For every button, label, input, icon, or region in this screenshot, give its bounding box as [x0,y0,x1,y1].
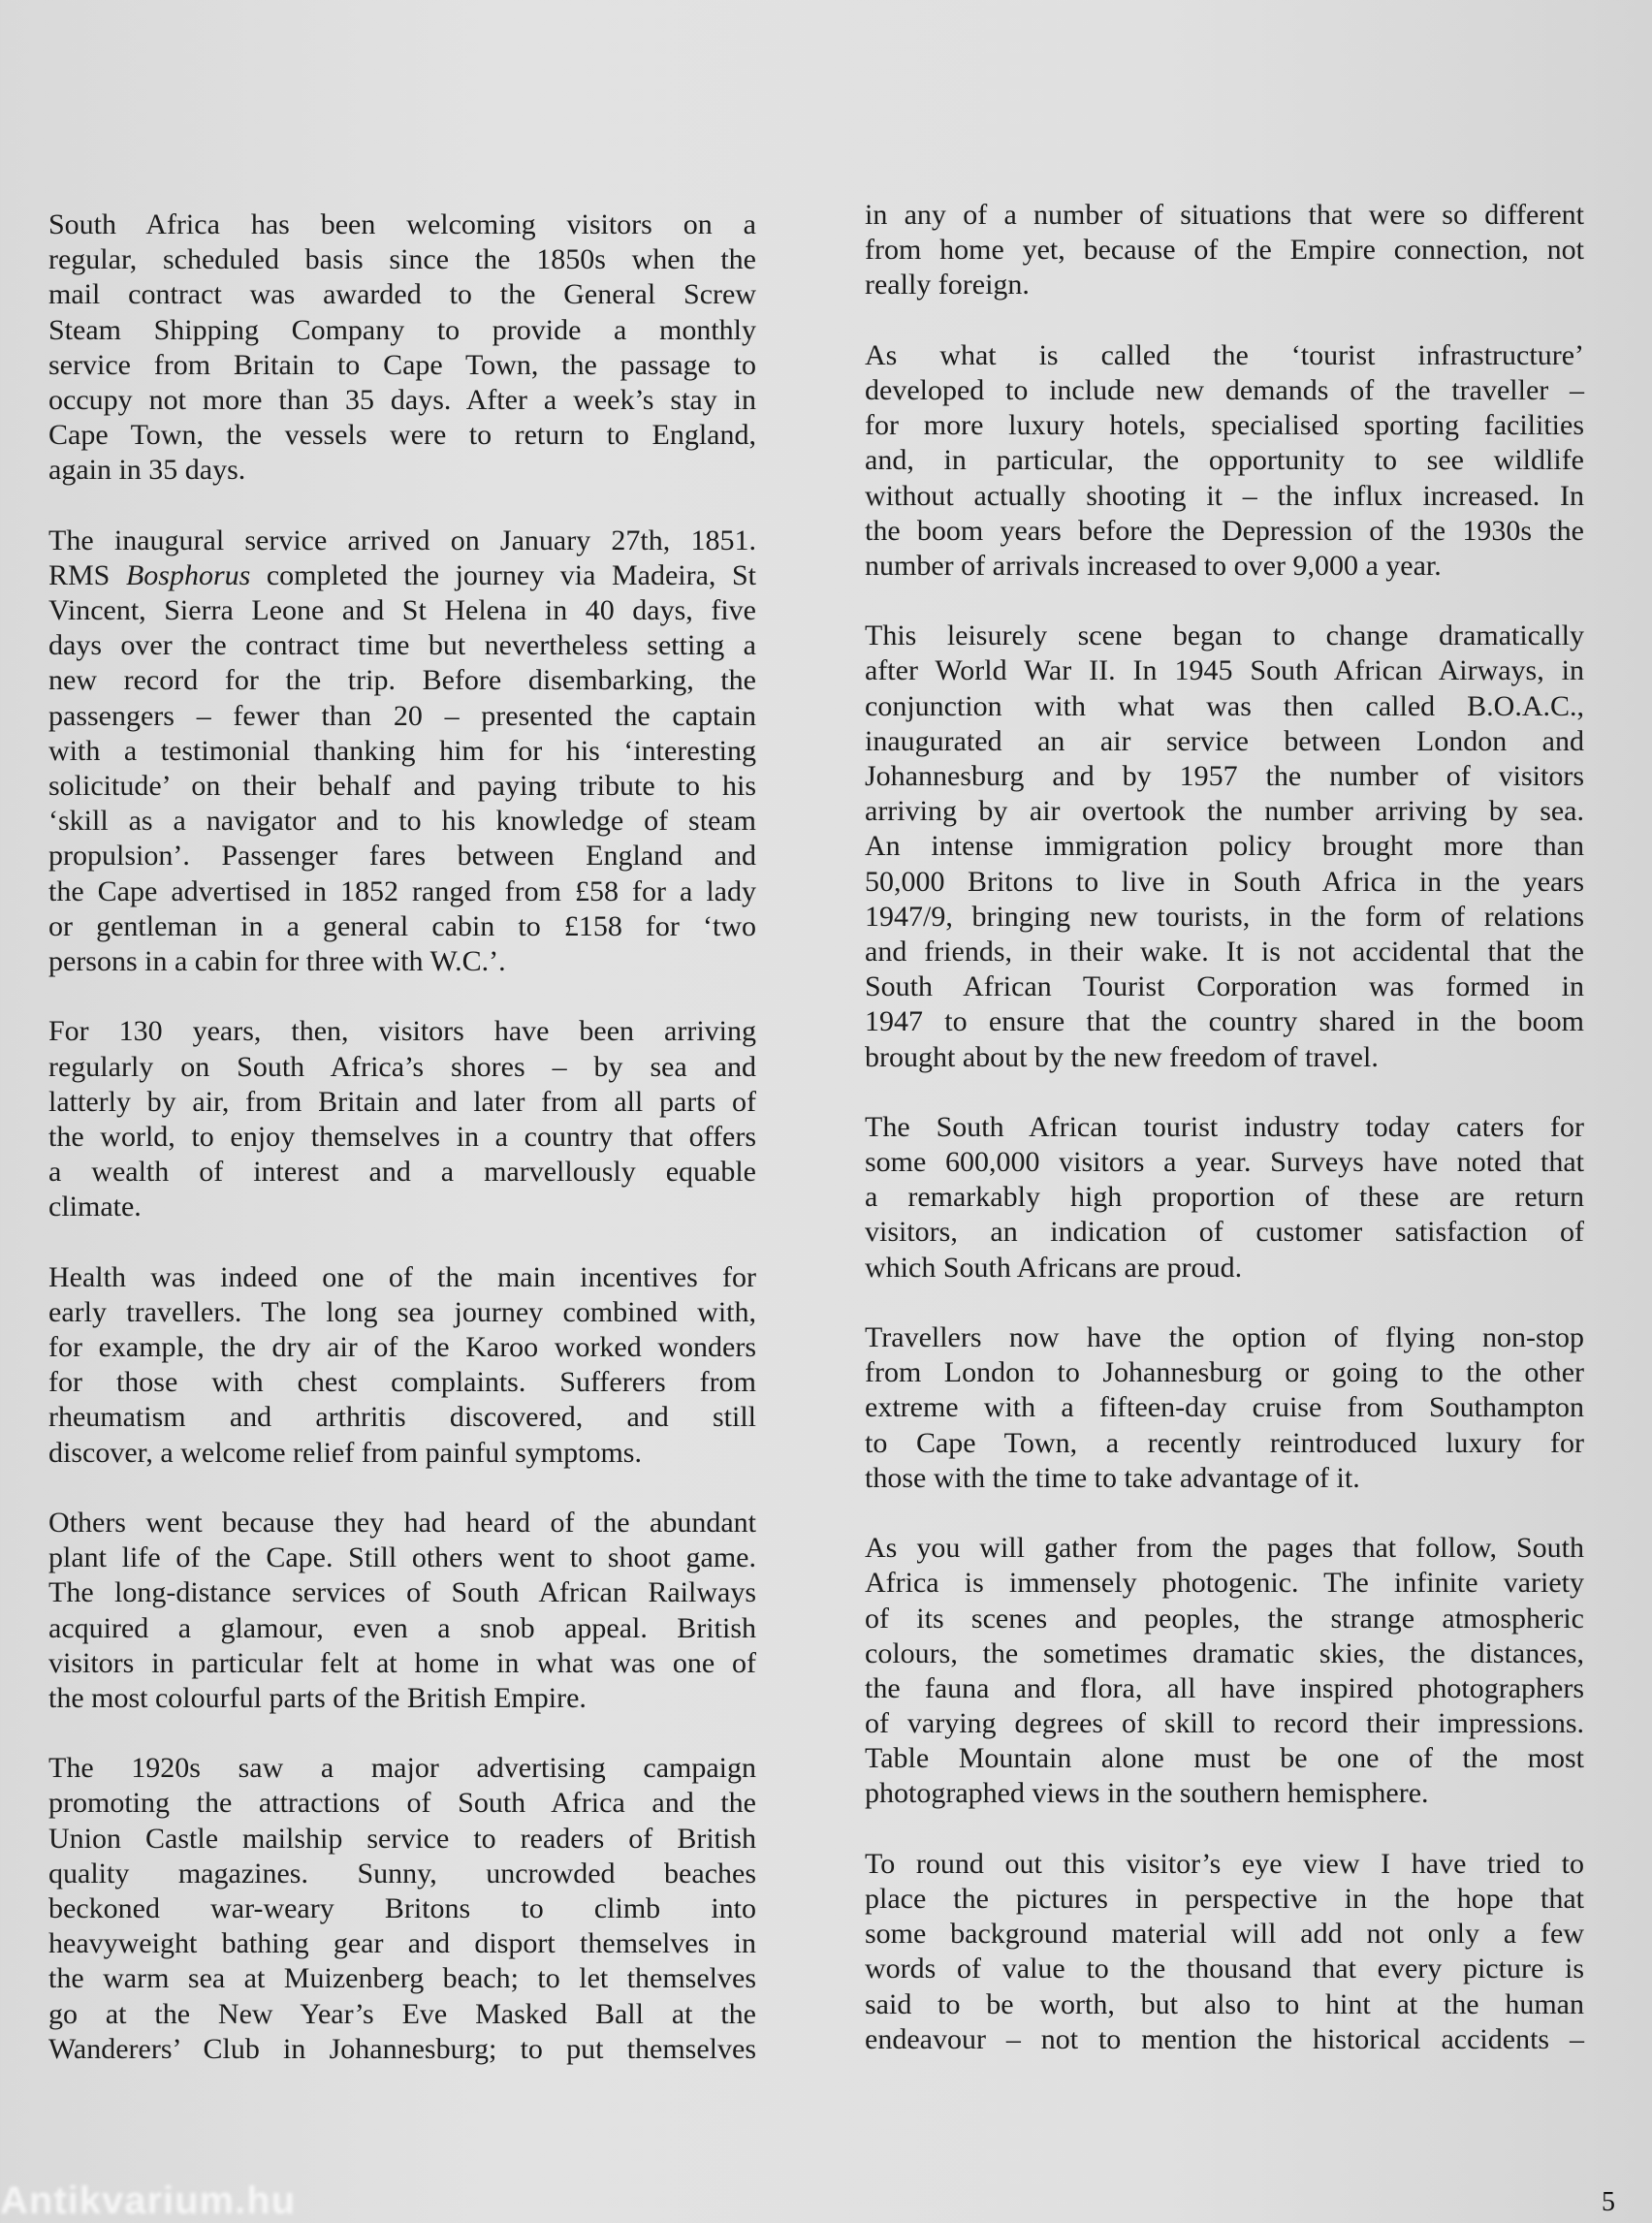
text-line: Wanderers’ Club in Johannesburg; to put themselves [48,2032,756,2065]
text-line: conjunction with what was then called B.O.A.C., [865,689,1584,722]
text-line: regular, scheduled basis since the 1850s when the [48,243,756,276]
text-line: occupy not more than 35 days. After a week’s stay in [48,383,756,416]
text-line: The inaugural service arrived on January 27th, 1851. [48,524,756,556]
text-line: inaugurated an air service between London and [865,724,1584,757]
text-line: some 600,000 visitors a year. Surveys have noted that [865,1146,1584,1179]
text-line: quality magazines. Sunny, uncrowded beaches [48,1857,756,1890]
text-line: Others went because they had heard of the abundant [48,1506,756,1539]
paragraph [865,1320,1584,1496]
text-line: Vincent, Sierra Leone and St Helena in 40 days, five [48,594,756,627]
text-line: without actually shooting it – the influx increased. In [865,479,1584,512]
text-line: The South African tourist industry today caters for [865,1110,1584,1143]
text-line: The long-distance services of South African Railways [48,1576,756,1609]
text-line: place the pictures in perspective in the hope that [865,1883,1584,1915]
text-line: The 1920s saw a major advertising campaign [48,1752,756,1785]
text-line: which South Africans are proud. [865,1251,1243,1284]
text-line: for those with chest complaints. Sufferers from [48,1366,756,1399]
text-line: ‘skill as a navigator and to his knowledge of steam [48,805,756,838]
paragraph [48,524,756,979]
text-line: Steam Shipping Company to provide a monthly [48,313,756,346]
paragraph [865,1847,1584,2057]
text-line: words of value to the thousand that every picture is [865,1953,1584,1985]
text-line: or gentleman in a general cabin to £158 for ‘two [48,909,756,942]
page-number: 5 [1602,2187,1615,2217]
text-line: and friends, in their wake. It is not accidental that the [865,935,1584,968]
paragraph [48,1751,756,2067]
text-line: and, in particular, the opportunity to see wildlife [865,444,1584,477]
text-line: a wealth of interest and a marvellously equable [48,1156,756,1189]
text-line: plant life of the Cape. Still others went to shoot game. [48,1541,756,1574]
paragraph [865,619,1584,1074]
text-line: persons in a cabin for three with W.C.’. [48,944,506,977]
text-line: regularly on South Africa’s shores – by sea and [48,1050,756,1083]
paragraph [865,198,1584,303]
text-line: passengers – fewer than 20 – presented the captain [48,699,756,732]
text-line: days over the contract time but nevertheless setting a [48,629,756,662]
text-line: visitors in particular felt at home in what was one of [48,1646,756,1679]
text-line: a remarkably high proportion of these are return [865,1181,1584,1214]
text-line: said to be worth, but also to hint at the human [865,1987,1584,2020]
text-line: heavyweight bathing gear and disport themselves in [48,1927,756,1960]
text-line: beckoned war-weary Britons to climb into [48,1892,756,1924]
text-line: go at the New Year’s Eve Masked Ball at the [48,1997,756,2030]
text-line: really foreign. [865,269,1030,302]
text-line: of varying degrees of skill to record their impressions. [865,1707,1584,1740]
text-line: Cape Town, the vessels were to return to England, [48,419,756,452]
text-line: the boom years before the Depression of the 1930s the [865,514,1584,547]
text-line: 50,000 Britons to live in South Africa in the years [865,865,1584,898]
text-line: latterly by air, from Britain and later from all parts of [48,1085,756,1118]
text-line: For 130 years, then, visitors have been arriving [48,1015,756,1048]
text-line: photographed views in the southern hemisphere. [865,1777,1429,1810]
text-line: for example, the dry air of the Karoo worked wonders [48,1331,756,1363]
text-line: in any of a number of situations that were so different [865,199,1584,231]
text-line: the world, to enjoy themselves in a country that offers [48,1120,756,1153]
ship-name-italic: Bosphorus [125,558,251,591]
text-line: South Africa has been welcoming visitors on a [48,208,756,240]
text-line: To round out this visitor’s eye view I have tried to [865,1847,1584,1880]
text-line: As you will gather from the pages that follow, South [865,1532,1584,1565]
text-line: 1947/9, bringing new tourists, in the form of relations [865,900,1584,933]
text-line: propulsion’. Passenger fares between England and [48,840,756,873]
text-line: from London to Johannesburg or going to the other [865,1356,1584,1389]
text-line: to Cape Town, a recently reintroduced luxury for [865,1426,1584,1459]
text-line: acquired a glamour, even a snob appeal. British [48,1611,756,1644]
text-line: early travellers. The long sea journey combined with, [48,1295,756,1328]
text-line: South African Tourist Corporation was formed in [865,970,1584,1003]
right-column [865,198,1584,2092]
text-line: 1947 to ensure that the country shared in the boom [865,1005,1584,1038]
text-line: colours, the sometimes dramatic skies, the distances, [865,1636,1584,1669]
paragraph [865,1110,1584,1286]
text-line: An intense immigration policy brought more than [865,830,1584,863]
text-line: the warm sea at Muizenberg beach; to let themselves [48,1962,756,1995]
text-line: from home yet, because of the Empire connection, not [865,234,1584,267]
text-line: Union Castle mailship service to readers of British [48,1822,756,1855]
text-line: with a testimonial thanking him for his ‘interesting [48,734,756,767]
paragraph [48,207,756,489]
text-line: endeavour – not to mention the historical accidents – [865,2022,1584,2055]
text-line: solicitude’ on their behalf and paying tribute to his [48,770,756,802]
text-line: promoting the attractions of South Africa and the [48,1787,756,1820]
paragraph [865,338,1584,584]
text-line: those with the time to take advantage of it. [865,1461,1360,1494]
text-line: again in 35 days. [48,454,246,487]
text-line: brought about by the new freedom of travel. [865,1040,1379,1073]
text-line: mail contract was awarded to the General Screw [48,278,756,311]
text-line: after World War II. In 1945 South African Airways, in [865,654,1584,687]
text-fragment: RMS [48,558,126,591]
text-line: number of arrivals increased to over 9,000 a year. [865,549,1442,582]
left-column [48,207,756,2102]
text-line: Travellers now have the option of flying non-stop [865,1321,1584,1353]
text-line: the fauna and flora, all have inspired photographers [865,1671,1584,1704]
text-line: service from Britain to Cape Town, the passage to [48,348,756,381]
text-line: rheumatism and arthritis discovered, and still [48,1401,756,1434]
text-line: new record for the trip. Before disembarking, the [48,664,756,697]
text-line: developed to include new demands of the traveller – [865,373,1584,406]
text-line: discover, a welcome relief from painful symptoms. [48,1436,642,1469]
paragraph [48,1506,756,1716]
text-line: Table Mountain alone must be one of the most [865,1742,1584,1775]
text-line: Africa is immensely photogenic. The infinite variety [865,1567,1584,1600]
text-line: the Cape advertised in 1852 ranged from £58 for a lady [48,874,756,907]
text-line: the most colourful parts of the British Empire. [48,1681,587,1714]
text-line: As what is called the ‘tourist infrastructure’ [865,338,1584,371]
text-line: arriving by air overtook the number arriving by sea. [865,795,1584,828]
paragraph [48,1260,756,1471]
text-line: Health was indeed one of the main incentives for [48,1260,756,1293]
text-fragment: completed the journey via Madeira, St [250,558,757,591]
watermark: Antikvarium.hu [0,2179,297,2222]
paragraph [865,1531,1584,1812]
text-line [48,558,756,593]
text-line: extreme with a fifteen-day cruise from Southampton [865,1391,1584,1424]
paragraph [48,1014,756,1224]
text-line: Johannesburg and by 1957 the number of visitors [865,760,1584,792]
text-line: of its scenes and peoples, the strange atmospheric [865,1602,1584,1635]
text-line: some background material will add not only a few [865,1918,1584,1951]
text-line: This leisurely scene began to change dramatically [865,619,1584,652]
text-line: climate. [48,1191,142,1223]
text-line: for more luxury hotels, specialised sporting facilities [865,409,1584,442]
text-line: visitors, an indication of customer satisfaction of [865,1216,1584,1249]
